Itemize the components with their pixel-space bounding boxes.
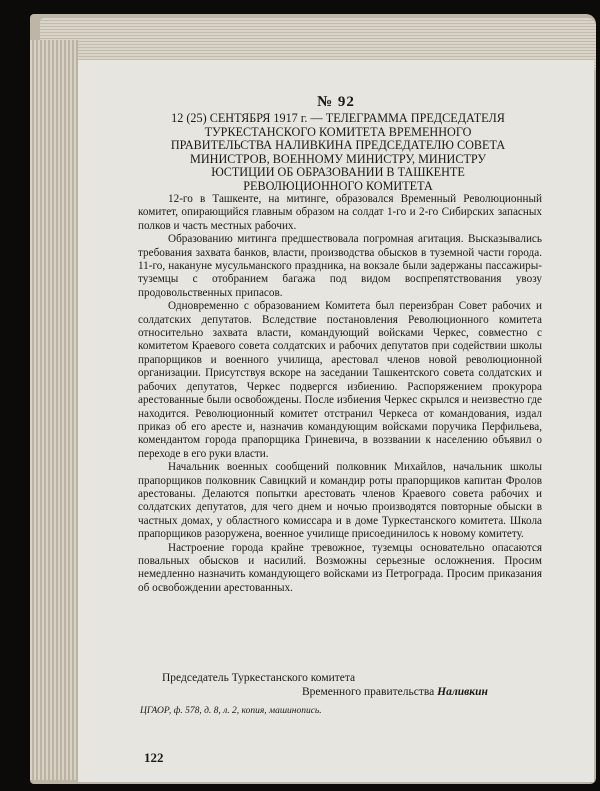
signature-line-1: Председатель Туркестанского комитета bbox=[162, 672, 356, 684]
signature-name: Наливкин bbox=[437, 686, 488, 698]
document-number: № 92 bbox=[317, 94, 355, 110]
signature-line-2: Временного правительства bbox=[302, 686, 435, 698]
archival-source: ЦГАОР, ф. 578, д. 8, л. 2, копия, машинопись. bbox=[140, 706, 322, 716]
document-page bbox=[78, 60, 594, 782]
signature-block bbox=[302, 686, 488, 698]
heading-line: ПРАВИТЕЛЬСТВА НАЛИВКИНА ПРЕДСЕДАТЕЛЮ СОВЕТА bbox=[170, 138, 506, 152]
page-edges-left bbox=[30, 40, 78, 780]
paragraph: 12-го в Ташкенте, на митинге, образовался Временный Революционный комитет, опирающийся главным образом на солдат 1-го и 2-го Сибирских запасных полков и часть местных рабочих. bbox=[138, 193, 542, 232]
heading-line: ТУРКЕСТАНСКОГО КОМИТЕТА ВРЕМЕННОГО bbox=[204, 124, 472, 139]
document-body bbox=[138, 193, 542, 595]
paragraph: Одновременно с образованием Комитета был переизбран Совет рабочих и солдатских депутатов. Вследствие постановления Революционного комитета относительно захвата власти, командующий войсками Черкес, совместно с комитетом Краевого совета солдатских и рабочих депутатов при содействии школы прапорщиков и военного училища, арестовал членов новой революционной организации. Присутствуя вскоре на заседании Ташкентского совета солдатских и рабочих депутатов, Черкес подвергся избиению. Распоряжением прокурора арестованные были освобождены. После избиения Черкес скрылся и неизвестно где находится. Революционный комитет отстранил Черкеса от командования, издал приказ об его аресте и, назначив командующим войсками поручика Перфильева, комендантом города прапорщика Гриневича, в воззвании к населению объявил о переходе в его руки власти. bbox=[138, 300, 542, 460]
paragraph: Образованию митинга предшествовала погромная агитация. Высказывались требования захвата банков, власти, производства обысков в туземной части города. 11-го, накануне мусульманского праздника, на вокзале были задержаны пассажиры-туземцы с отобранием багажа под видом воспрепятствования увозу продовольственных припасов. bbox=[138, 233, 542, 299]
page-number: 122 bbox=[144, 750, 164, 765]
heading-line: МИНИСТРОВ, ВОЕННОМУ МИНИСТРУ, МИНИСТРУ bbox=[190, 151, 486, 166]
document-heading bbox=[118, 112, 558, 193]
signature-title bbox=[162, 672, 355, 685]
heading-line: РЕВОЛЮЦИОННОГО КОМИТЕТА bbox=[243, 178, 433, 193]
paragraph: Настроение города крайне тревожное, туземцы основательно опасаются повальных обысков и насилий. Возможны серьезные осложнения. Просим немедленно назначить командующего войсками из Петрограда. Просим приказания об освобождении арестованных. bbox=[138, 541, 542, 594]
paragraph: Начальник военных сообщений полковник Михайлов, начальник школы прапорщиков полковник Савицкий и командир роты прапорщиков капитан Фролов арестованы. Делаются попытки арестовать членов Краевого совета рабочих и солдатских депутатов, для чего днем и ночью производятся повторные обыски в частных домах, у областного комиссара и в доме Туркестанского комитета. Школа прапорщиков разоружена, военное училище присоединилось к новому комитету. bbox=[138, 461, 542, 541]
heading-line: ЮСТИЦИИ ОБ ОБРАЗОВАНИИ В ТАШКЕНТЕ bbox=[211, 165, 465, 179]
heading-line: 12 (25) СЕНТЯБРЯ 1917 г. — ТЕЛЕГРАММА ПРЕДСЕДАТЕЛЯ bbox=[171, 111, 505, 125]
